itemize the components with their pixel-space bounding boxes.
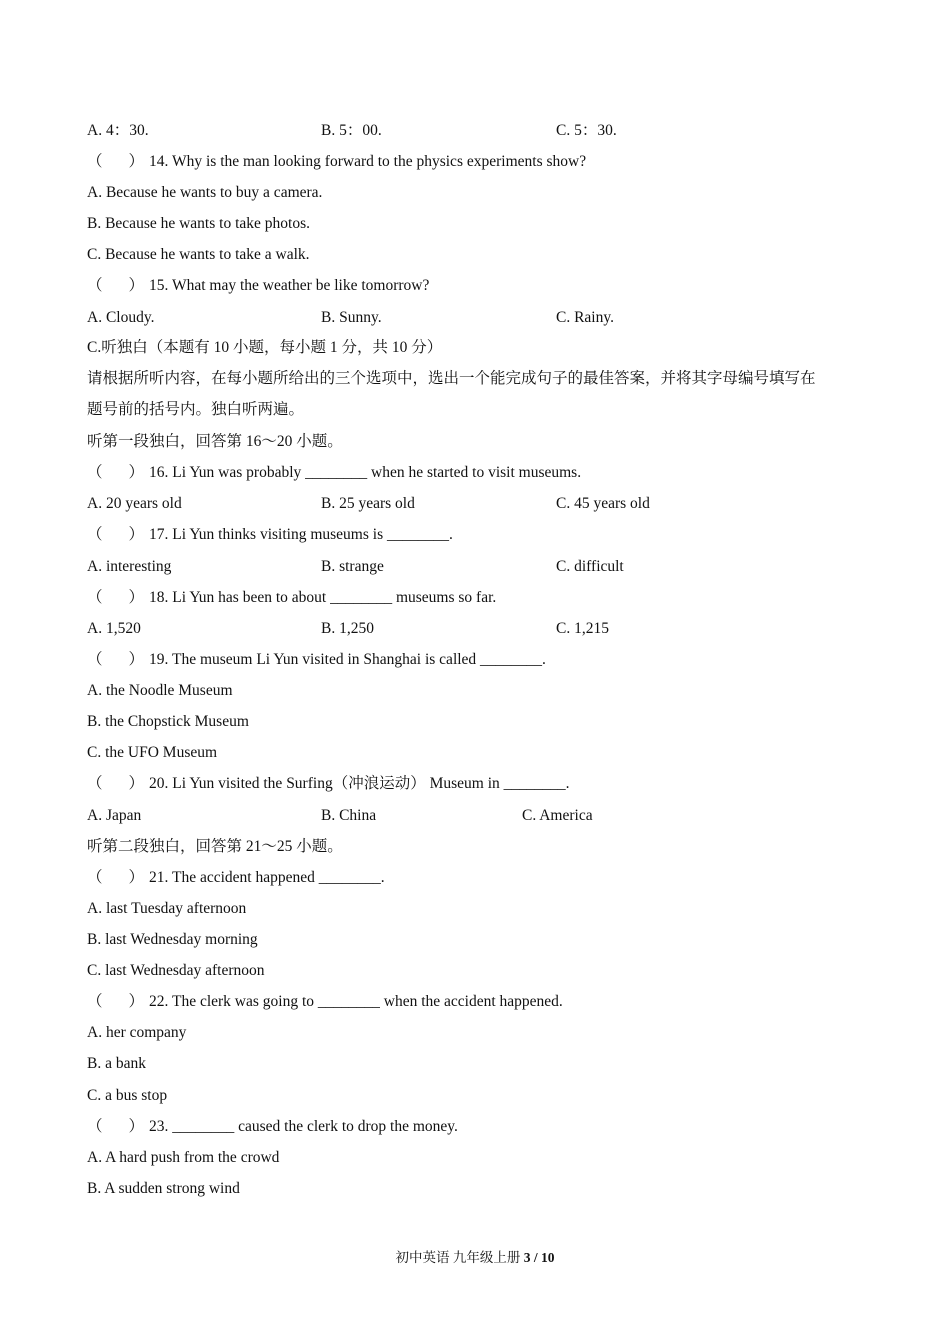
q16-option-b: B. 25 years old xyxy=(321,495,415,512)
q16-option-a: A. 20 years old xyxy=(87,495,182,512)
q22-option-b: B. a bank xyxy=(87,1055,146,1072)
footer-title: 初中英语 九年级上册 xyxy=(395,1250,521,1265)
q14-option-c: C. Because he wants to take a walk. xyxy=(87,246,310,263)
q20-option-b: B. China xyxy=(321,807,377,824)
answer-bracket[interactable]: （ ） xyxy=(87,153,145,170)
question-text: 19. The museum Li Yun visited in Shanghai is called ________. xyxy=(149,651,546,668)
question-23 xyxy=(87,1117,458,1137)
q13-option-c: C. 5：30. xyxy=(556,122,617,139)
question-17 xyxy=(87,525,453,545)
q18-option-a: A. 1,520 xyxy=(87,620,141,637)
answer-bracket[interactable]: （ ） xyxy=(87,464,145,481)
question-text: 17. Li Yun thinks visiting museums is ________. xyxy=(149,526,453,543)
question-text: 18. Li Yun has been to about ________ museums so far. xyxy=(149,589,497,606)
answer-bracket[interactable]: （ ） xyxy=(87,1118,145,1135)
q21-option-a: A. last Tuesday afternoon xyxy=(87,900,247,917)
page-number: 3 / 10 xyxy=(523,1250,555,1265)
section-c-heading: C.听独白（本题有 10 小题，每小题 1 分，共 10 分） xyxy=(87,339,443,356)
answer-bracket[interactable]: （ ） xyxy=(87,277,145,294)
page-footer xyxy=(0,1246,950,1266)
answer-bracket[interactable]: （ ） xyxy=(87,651,145,668)
q19-option-c: C. the UFO Museum xyxy=(87,744,218,761)
instructions-line-1: 请根据所听内容，在每小题所给出的三个选项中，选出一个能完成句子的最佳答案，并将其字母编号填写在 xyxy=(87,370,816,387)
q14-option-a: A. Because he wants to buy a camera. xyxy=(87,184,323,201)
question-21 xyxy=(87,868,385,888)
question-text: 14. Why is the man looking forward to the physics experiments show? xyxy=(149,153,587,170)
question-22 xyxy=(87,992,563,1012)
answer-bracket[interactable]: （ ） xyxy=(87,589,145,606)
q23-option-b: B. A sudden strong wind xyxy=(87,1180,240,1197)
monologue-1-heading: 听第一段独白，回答第 16～20 小题。 xyxy=(87,433,343,450)
question-text: 15. What may the weather be like tomorrow? xyxy=(149,277,430,294)
q19-option-b: B. the Chopstick Museum xyxy=(87,713,249,730)
q18-option-b: B. 1,250 xyxy=(321,620,374,637)
q18-option-c: C. 1,215 xyxy=(556,620,609,637)
answer-bracket[interactable]: （ ） xyxy=(87,869,145,886)
q14-option-b: B. Because he wants to take photos. xyxy=(87,215,310,232)
q13-option-a: A. 4：30. xyxy=(87,122,149,139)
q17-option-c: C. difficult xyxy=(556,558,624,575)
q15-option-c: C. Rainy. xyxy=(556,309,614,326)
question-text: 16. Li Yun was probably ________ when he started to visit museums. xyxy=(149,464,582,481)
q17-option-b: B. strange xyxy=(321,558,384,575)
question-text: 20. Li Yun visited the Surfing（冲浪运动） Museum in ________. xyxy=(149,775,570,792)
q15-option-a: A. Cloudy. xyxy=(87,309,155,326)
q16-option-c: C. 45 years old xyxy=(556,495,650,512)
q23-option-a: A. A hard push from the crowd xyxy=(87,1149,280,1166)
question-19 xyxy=(87,650,546,670)
q20-option-c: C. America xyxy=(522,807,593,824)
answer-bracket[interactable]: （ ） xyxy=(87,526,145,543)
answer-bracket[interactable]: （ ） xyxy=(87,993,145,1010)
monologue-2-heading: 听第二段独白，回答第 21～25 小题。 xyxy=(87,838,343,855)
q21-option-c: C. last Wednesday afternoon xyxy=(87,962,265,979)
q15-option-b: B. Sunny. xyxy=(321,309,382,326)
question-16 xyxy=(87,463,581,483)
q22-option-c: C. a bus stop xyxy=(87,1087,168,1104)
instructions-line-2: 题号前的括号内。独白听两遍。 xyxy=(87,401,305,418)
question-text: 23. ________ caused the clerk to drop the money. xyxy=(149,1118,458,1135)
question-15 xyxy=(87,276,429,296)
q20-option-a: A. Japan xyxy=(87,807,142,824)
question-20 xyxy=(87,774,570,794)
question-18 xyxy=(87,588,496,608)
q22-option-a: A. her company xyxy=(87,1024,187,1041)
question-text: 22. The clerk was going to ________ when the accident happened. xyxy=(149,993,563,1010)
answer-bracket[interactable]: （ ） xyxy=(87,775,145,792)
q21-option-b: B. last Wednesday morning xyxy=(87,931,258,948)
q17-option-a: A. interesting xyxy=(87,558,172,575)
q13-option-b: B. 5：00. xyxy=(321,122,382,139)
question-text: 21. The accident happened ________. xyxy=(149,869,385,886)
question-14 xyxy=(87,152,586,172)
q19-option-a: A. the Noodle Museum xyxy=(87,682,233,699)
